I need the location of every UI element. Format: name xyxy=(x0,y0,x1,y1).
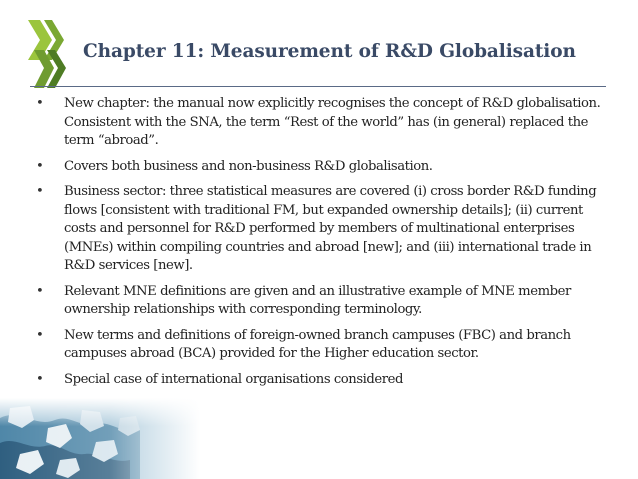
bullet-item xyxy=(36,327,602,364)
page-title: Chapter 11: Measurement of R&D Globalisation xyxy=(83,41,576,62)
bullet-marker: • xyxy=(36,371,44,387)
bullet-marker: • xyxy=(36,96,44,111)
puzzle-collage-icon xyxy=(0,398,200,479)
oecd-logo-icon xyxy=(26,18,76,90)
bullet-item xyxy=(36,283,602,320)
bullet-marker: • xyxy=(36,158,44,174)
bullet-text: Relevant MNE definitions are given and an illustrative example of MNE member ownership relationships with corresponding terminology. xyxy=(64,283,571,317)
bullet-item xyxy=(36,158,602,177)
bullet-text: Business sector: three statistical measures are covered (i) cross border R&D funding flows [consistent with traditional FM, but expanded ownership details]; (ii) current costs and personnel for R&D performed by members of multinational enterprises (MNEs) within compiling countries and abroad [new]; and (iii) international trade in R&D services [new]. xyxy=(64,184,597,273)
bullet-text: Covers both business and non-business R&D globalisation. xyxy=(64,158,433,174)
bullet-text: New chapter: the manual now explicitly recognises the concept of R&D globalisation. Consistent with the SNA, the term “Rest of the world” has (in general) replaced the term “abroad”. xyxy=(64,96,601,148)
bullet-marker: • xyxy=(36,327,44,343)
bullet-text: New terms and definitions of foreign-owned branch campuses (FBC) and branch campuses abroad (BCA) provided for the Higher education sector. xyxy=(64,327,571,361)
title-divider xyxy=(30,86,606,87)
bullet-item xyxy=(36,183,602,276)
bullet-marker: • xyxy=(36,184,44,199)
bullet-item xyxy=(36,371,602,390)
bullet-list xyxy=(36,95,602,396)
bullet-text: Special case of international organisations considered xyxy=(64,371,403,387)
bullet-item xyxy=(36,95,602,151)
bullet-marker: • xyxy=(36,283,44,299)
